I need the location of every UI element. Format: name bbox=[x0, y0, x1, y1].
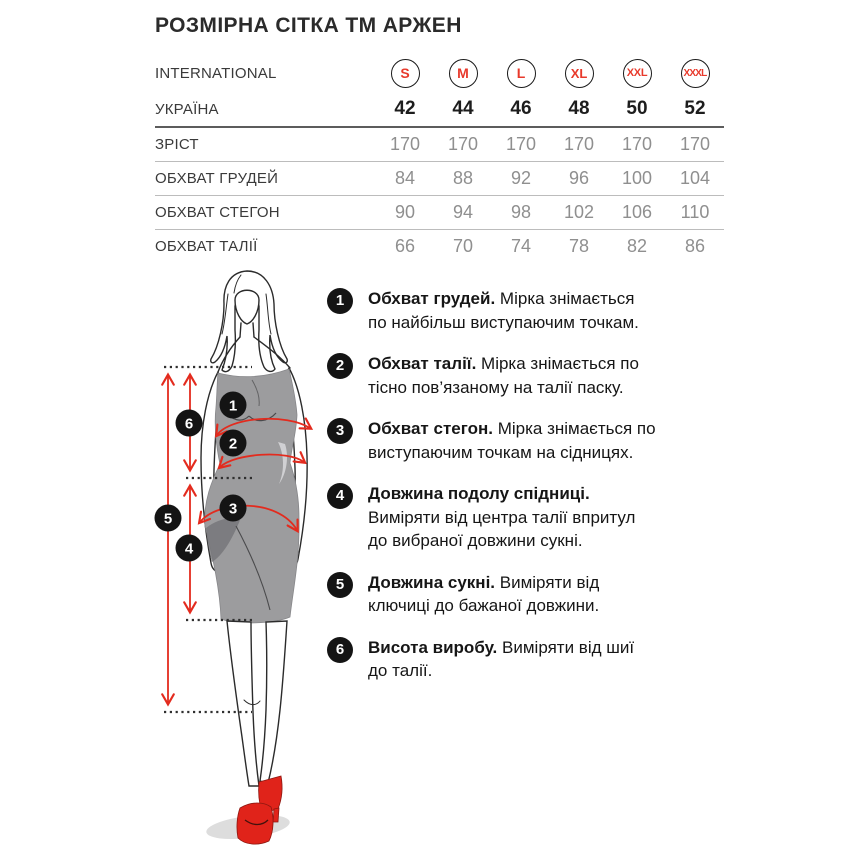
ua-size-cell: 52 bbox=[684, 98, 706, 119]
value-cell: 100 bbox=[621, 168, 653, 188]
value-cell: 88 bbox=[452, 168, 474, 188]
figure-marker-3-label: 3 bbox=[228, 500, 238, 518]
value-cell: 170 bbox=[505, 134, 537, 154]
legend-item-dress-length bbox=[327, 571, 657, 618]
value-cell: 102 bbox=[563, 202, 595, 222]
neck-line bbox=[253, 323, 254, 337]
legs-and-shoes bbox=[205, 621, 291, 844]
value-cell: 66 bbox=[394, 236, 416, 256]
legend-term: Довжина подолу спідниці. bbox=[368, 484, 590, 503]
page-title: РОЗМІРНА СІТКА ТМ АРЖЕН bbox=[155, 14, 462, 37]
size-badge-xl: XL bbox=[565, 59, 594, 88]
value-cell: 170 bbox=[563, 134, 595, 154]
legend-text: Мірка знімається по найбільш виступаючим точкам. bbox=[368, 289, 639, 332]
table-row-international bbox=[155, 54, 724, 92]
legend-number-badge: 3 bbox=[327, 418, 353, 444]
row-label-waist: ОБХВАТ ТАЛІЇ bbox=[155, 238, 258, 255]
figure-marker-4-label: 4 bbox=[184, 540, 194, 558]
value-cell: 74 bbox=[510, 236, 532, 256]
legend-text: Виміряти від шиї до талії. bbox=[368, 637, 635, 680]
ua-size-cell: 48 bbox=[568, 98, 590, 119]
value-cell: 170 bbox=[679, 134, 711, 154]
value-cell: 82 bbox=[626, 236, 648, 256]
value-cell: 104 bbox=[679, 168, 711, 188]
row-label-bust: ОБХВАТ ГРУДЕЙ bbox=[155, 170, 279, 187]
ua-size-cell: 44 bbox=[452, 98, 474, 119]
size-badge-xxxl: XXXL bbox=[681, 59, 710, 88]
value-cell: 90 bbox=[394, 202, 416, 222]
ua-size-cell: 50 bbox=[626, 98, 648, 119]
ua-size-cell: 46 bbox=[510, 98, 532, 119]
size-badge-s: S bbox=[391, 59, 420, 88]
row-label-height: ЗРІСТ bbox=[155, 136, 199, 153]
size-badge-xxl: XXL bbox=[623, 59, 652, 88]
size-table bbox=[155, 54, 724, 263]
value-cell: 110 bbox=[680, 202, 710, 222]
value-cell: 170 bbox=[447, 134, 479, 154]
table-row-bust bbox=[155, 162, 724, 195]
legend-number-badge: 5 bbox=[327, 572, 353, 598]
legend-number-badge: 4 bbox=[327, 483, 353, 509]
front-shoe bbox=[237, 803, 273, 844]
figure-marker-5-label: 5 bbox=[163, 510, 173, 528]
legend-number-badge: 1 bbox=[327, 288, 353, 314]
measurement-legend bbox=[327, 287, 657, 701]
row-label-hips: ОБХВАТ СТЕГОН bbox=[155, 204, 280, 221]
table-row-height bbox=[155, 128, 724, 161]
value-cell: 170 bbox=[389, 134, 421, 154]
legend-item-waist bbox=[327, 352, 657, 399]
legend-text: Виміряти від ключиці до бажаної довжини. bbox=[368, 572, 600, 615]
row-label-ukraine: УКРАЇНА bbox=[155, 100, 219, 118]
legend-term: Обхват стегон. bbox=[368, 419, 493, 438]
value-cell: 96 bbox=[568, 168, 590, 188]
size-badge-m: M bbox=[449, 59, 478, 88]
legend-term: Довжина сукні. bbox=[368, 572, 496, 592]
table-row-waist bbox=[155, 230, 724, 263]
legend-text: Мірка знімається по виступаючим точкам на сідницях. bbox=[368, 419, 656, 462]
legend-number-badge: 6 bbox=[327, 637, 353, 663]
legend-term: Висота виробу. bbox=[368, 637, 498, 657]
legend-text: Виміряти від центра талії впритул до вибраної довжини сукні. bbox=[368, 507, 636, 550]
table-row-ukraine bbox=[155, 92, 724, 126]
value-cell: 78 bbox=[568, 236, 590, 256]
legend-term: Обхват грудей. bbox=[368, 289, 496, 308]
figure-marker-1-label: 1 bbox=[228, 397, 238, 415]
value-cell: 70 bbox=[452, 236, 474, 256]
dress-body bbox=[205, 369, 299, 623]
legend-item-hips bbox=[327, 417, 657, 464]
legend-item-bust bbox=[327, 287, 657, 334]
legend-text: Мірка знімається по тісно пов’язаному на талії паску. bbox=[368, 354, 639, 397]
legend-term: Обхват талії. bbox=[368, 354, 477, 373]
legend-number-badge: 2 bbox=[327, 353, 353, 379]
neck-line bbox=[240, 323, 241, 337]
ua-size-cell: 42 bbox=[394, 98, 416, 119]
left-leg bbox=[227, 621, 259, 786]
legend-item-skirt-length bbox=[327, 482, 657, 553]
value-cell: 86 bbox=[684, 236, 706, 256]
row-label-international: INTERNATIONAL bbox=[155, 64, 277, 82]
table-row-hips bbox=[155, 196, 724, 229]
value-cell: 84 bbox=[394, 168, 416, 188]
value-cell: 98 bbox=[510, 202, 532, 222]
legend-item-back-height bbox=[327, 636, 657, 683]
figure-marker-6-label: 6 bbox=[184, 415, 194, 433]
figure-marker-2-label: 2 bbox=[228, 435, 238, 453]
woman-sketch-svg bbox=[140, 260, 340, 848]
value-cell: 94 bbox=[452, 202, 474, 222]
dress bbox=[205, 369, 299, 623]
size-badge-l: L bbox=[507, 59, 536, 88]
value-cell: 170 bbox=[621, 134, 653, 154]
shoe-heel bbox=[273, 808, 279, 822]
value-cell: 92 bbox=[510, 168, 532, 188]
value-cell: 106 bbox=[621, 202, 653, 222]
figure-illustration bbox=[140, 260, 340, 848]
face bbox=[235, 290, 259, 324]
right-leg bbox=[260, 621, 287, 783]
